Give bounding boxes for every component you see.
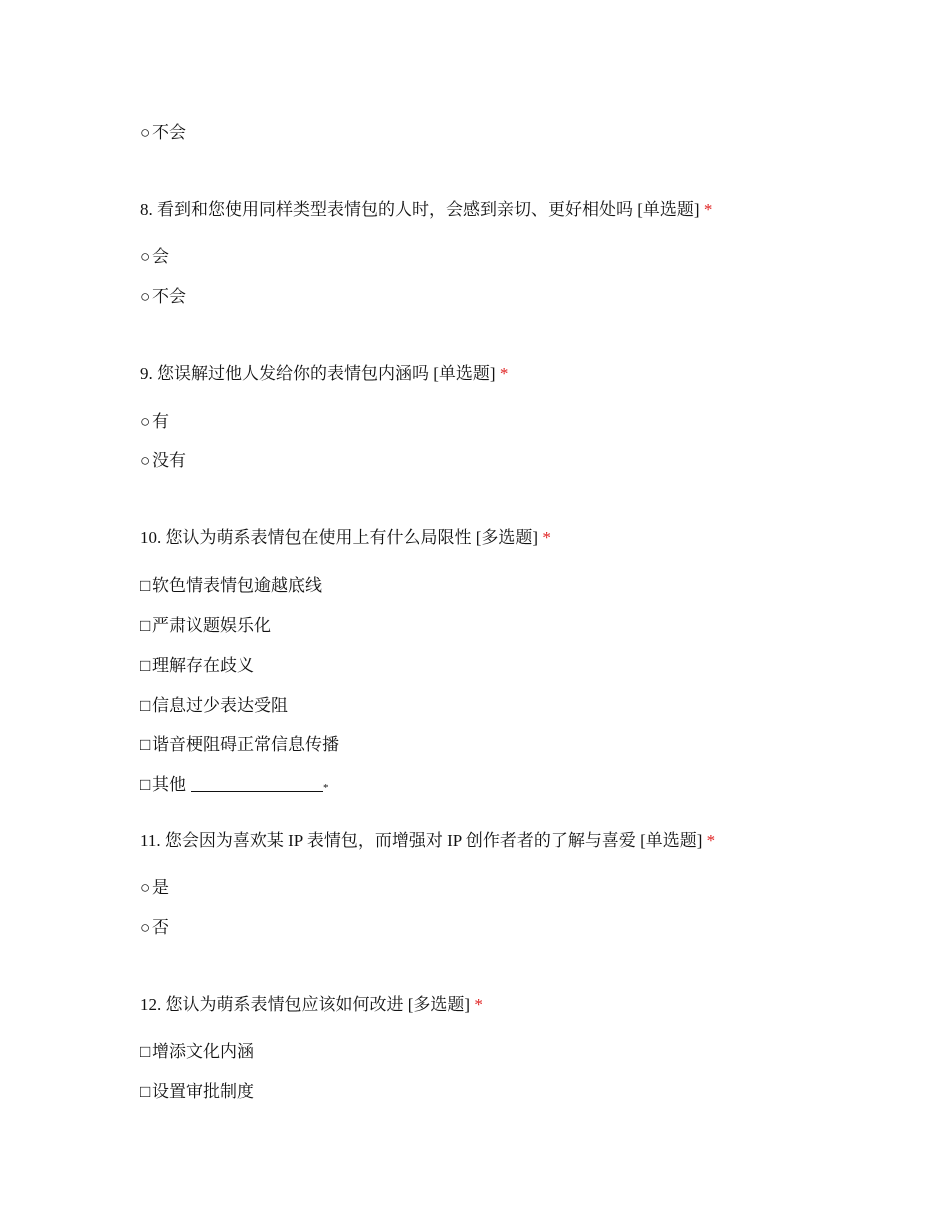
q8-option-2[interactable] (140, 286, 186, 308)
option-label: 是 (152, 878, 169, 897)
option-label: 不会 (152, 123, 186, 142)
option-label: 否 (152, 918, 169, 937)
q10-option-1[interactable] (140, 575, 322, 597)
q9-title (140, 363, 508, 385)
option-label: 严肃议题娱乐化 (152, 616, 271, 635)
option-label: 理解存在歧义 (152, 656, 254, 675)
radio-icon[interactable]: ○ (140, 878, 151, 897)
q9-option-1[interactable] (140, 411, 169, 433)
option-label: 增添文化内涵 (152, 1042, 254, 1061)
q11-option-1[interactable] (140, 877, 169, 899)
option-label: 谐音梗阻碍正常信息传播 (152, 735, 339, 754)
checkbox-icon[interactable]: □ (140, 1042, 151, 1061)
radio-icon[interactable]: ○ (140, 287, 151, 306)
other-text-input[interactable] (191, 775, 323, 792)
radio-icon[interactable]: ○ (140, 412, 151, 431)
q12-title (140, 994, 483, 1016)
q8-option-1[interactable] (140, 246, 169, 268)
checkbox-icon[interactable]: □ (140, 735, 151, 754)
option-label: 会 (152, 247, 169, 266)
option-label: 不会 (152, 287, 186, 306)
radio-icon[interactable]: ○ (140, 247, 151, 266)
question-text: 11. 您会因为喜欢某 IP 表情包，而增强对 IP 创作者者的了解与喜爱 [单选题] (140, 831, 703, 850)
required-marker: * (323, 782, 329, 794)
q12-option-1[interactable] (140, 1041, 254, 1063)
q10-option-3[interactable] (140, 655, 254, 677)
checkbox-icon[interactable]: □ (140, 656, 151, 675)
required-marker: * (542, 528, 551, 547)
required-marker: * (703, 200, 713, 219)
checkbox-icon[interactable]: □ (140, 775, 151, 794)
radio-icon[interactable]: ○ (140, 918, 151, 937)
required-marker: * (474, 995, 483, 1014)
q7-option-no[interactable] (140, 122, 186, 144)
checkbox-icon[interactable]: □ (140, 1082, 151, 1101)
question-text: 8. 看到和您使用同样类型表情包的人时，会感到亲切、更好相处吗 [单选题] (140, 200, 700, 219)
checkbox-icon[interactable]: □ (140, 576, 151, 595)
radio-icon[interactable]: ○ (140, 451, 151, 470)
question-text: 12. 您认为萌系表情包应该如何改进 [多选题] (140, 995, 471, 1014)
q10-title (140, 527, 551, 549)
option-label: 设置审批制度 (152, 1082, 254, 1101)
checkbox-icon[interactable]: □ (140, 616, 151, 635)
q11-title (140, 830, 715, 852)
q10-option-6[interactable] (140, 774, 329, 799)
q10-option-4[interactable] (140, 695, 288, 717)
option-label: 没有 (152, 451, 186, 470)
question-text: 9. 您误解过他人发给你的表情包内涵吗 [单选题] (140, 364, 496, 383)
q12-option-2[interactable] (140, 1081, 254, 1103)
required-marker: * (706, 831, 716, 850)
q10-option-5[interactable] (140, 734, 339, 756)
q8-title (140, 199, 712, 221)
question-text: 10. 您认为萌系表情包在使用上有什么局限性 [多选题] (140, 528, 539, 547)
q9-option-2[interactable] (140, 450, 186, 472)
required-marker: * (499, 364, 509, 383)
checkbox-icon[interactable]: □ (140, 696, 151, 715)
option-label: 有 (152, 412, 169, 431)
q10-option-2[interactable] (140, 615, 271, 637)
option-label: 信息过少表达受阻 (152, 696, 288, 715)
radio-icon[interactable]: ○ (140, 123, 151, 142)
q11-option-2[interactable] (140, 917, 169, 939)
option-label: 其他 (152, 775, 186, 794)
option-label: 软色情表情包逾越底线 (152, 576, 322, 595)
